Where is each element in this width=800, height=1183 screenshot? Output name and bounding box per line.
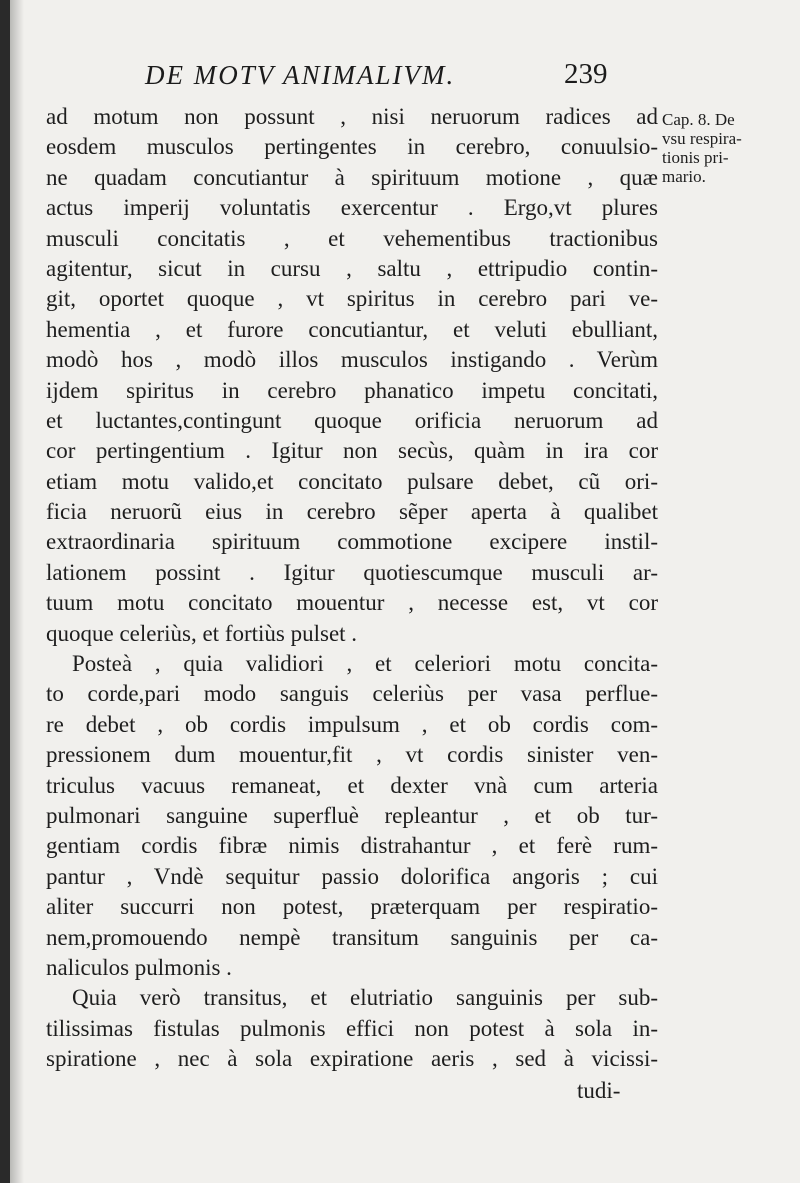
book-page [10,0,800,1183]
text-line: re debet , ob cordis impulsum , et ob cordis com- [46,711,658,737]
catchword: tudi- [577,1078,621,1103]
text-line: ijdem spiritus in cerebro phanatico impetu concitati, [46,377,658,403]
text-line: et luctantes,contingunt quoque orificia neruorum ad [46,407,658,433]
text-line: ad motum non possunt , nisi neruorum radices ad [46,104,658,129]
paragraph-end-line: quoque celeriùs, et fortiùs pulset . [46,620,358,646]
text-line: nem,promouendo nempè transitum sanguinis per ca- [46,924,658,950]
text-line: eosdem musculos pertingentes in cerebro, conuulsio- [46,134,658,160]
page-gutter-shadow [10,0,24,1183]
text-line: ne quadam concutiantur à spirituum motione , quæ [46,164,658,190]
text-line: actus imperij voluntatis exercentur . Ergo,vt plures [46,195,658,221]
text-line: to corde,pari modo sanguis celeriùs per vasa perflue- [46,681,658,707]
text-line: ficia neruorũ eius in cerebro sẽper aperta à qualibet [46,499,658,525]
text-line: pressionem dum mouentur,fit , vt cordis sinister ven- [46,742,658,768]
text-line: musculi concitatis , et vehementibus tractionibus [46,225,658,251]
running-title: DE MOTV ANIMALIVM. [145,60,456,90]
page-number: 239 [564,58,608,90]
text-line: pantur , Vndè sequitur passio dolorifica angoris ; cui [46,863,658,889]
paragraph-start-line: Posteà , quia validiori , et celeriori motu concita- [72,651,658,677]
text-line: modò hos , modò illos musculos instigando . Verùm [46,347,658,373]
text-line: tuum motu concitato mouentur , necesse est, vt cor [46,590,658,616]
text-line: git, oportet quoque , vt spiritus in cerebro pari ve- [46,286,658,312]
text-line: spiratione , nec à sola expiratione aeris , sed à vicissi- [46,1046,658,1072]
margin-note-line: vsu respira- [662,129,742,148]
text-line: pulmonari sanguine superfluè repleantur , et ob tur- [46,802,658,828]
text-line: cor pertingentium . Igitur non secùs, quàm in ira cor [46,438,658,464]
text-line: tilissimas fistulas pulmonis effici non potest à sola in- [46,1015,658,1041]
margin-note-line: Cap. 8. De [662,110,735,129]
text-line: gentiam cordis fibræ nimis distrahantur , et ferè rum- [46,833,658,859]
page-header [10,60,800,100]
margin-note [662,110,792,186]
margin-note-line: mario. [662,167,706,186]
text-line: hementia , et furore concutiantur, et veluti ebulliant, [46,316,658,342]
text-line: triculus vacuus remaneat, et dexter vnà cum arteria [46,772,658,798]
text-line: etiam motu valido,et concitato pulsare debet, cũ ori- [46,468,658,494]
text-line: extraordinaria spirituum commotione excipere instil- [46,529,658,555]
text-line: agitentur, sicut in cursu , saltu , ettripudio contin- [46,255,658,281]
paragraph-start-line: Quia verò transitus, et elutriatio sanguinis per sub- [72,985,658,1011]
margin-note-line: tionis pri- [662,148,729,167]
text-line: aliter succurri non potest, præterquam per respiratio- [46,894,658,920]
body-text [46,102,658,1075]
text-line: lationem possint . Igitur quotiescumque musculi ar- [46,559,658,585]
paragraph-end-line: naliculos pulmonis . [46,954,232,980]
